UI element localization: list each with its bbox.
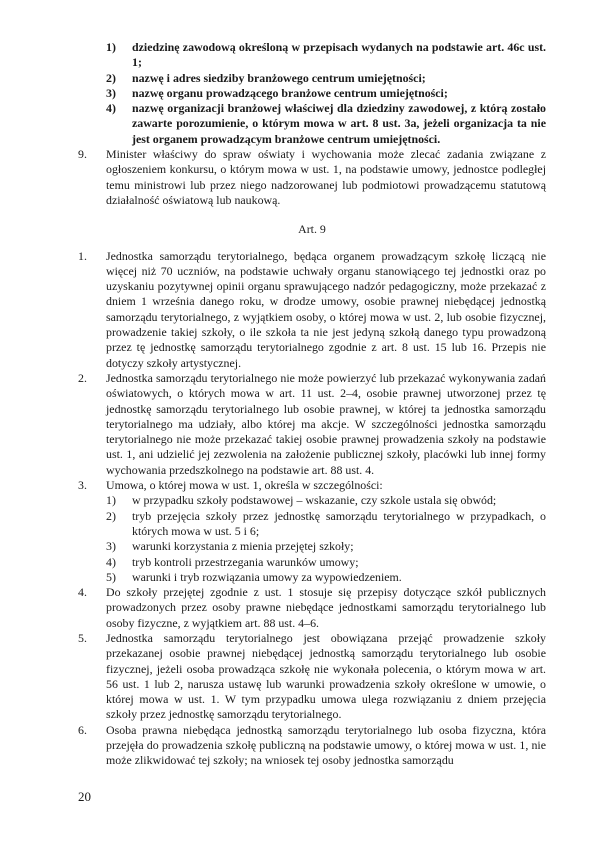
paragraph-text: Jednostka samorządu terytorialnego jest obowiązana przejąć prowadzenie szkoły przekazanej osobie prawnej niebędącej jednostką samorządu terytorialnego lub osobie fizycznej, jeżeli osoba prowadząca szkołę nie wykonała polecenia, o którym mowa w art. 56 ust. 1 lub 2, narusza ustawę lub warunki prowadzenia szkoły określone w umowie, o której mowa w ust. 1. W tym przypadku umowa ulega rozwiązaniu z dniem przejęcia szkoły przez jednostkę samorządu terytorialnego. bbox=[106, 630, 546, 722]
sublist-text: nazwę organizacji branżowej właściwej dla dziedziny zawodowej, z którą zostało zawarte porozumienie, o którym mowa w art. 8 ust. 3a, jeżeli organizacja ta nie jest organem prowadzącym branżowe centrum umiejętności. bbox=[132, 101, 546, 146]
paragraph-item-9 bbox=[78, 147, 546, 208]
sublist-item bbox=[106, 71, 546, 86]
top-sublist bbox=[78, 40, 546, 147]
paragraph-number: 4. bbox=[78, 585, 87, 600]
sublist-text: warunki i tryb rozwiązania umowy za wypowiedzeniem. bbox=[132, 569, 402, 584]
sublist-number: 4) bbox=[106, 554, 116, 569]
sublist-text: tryb przejęcia szkoły przez jednostkę samorządu terytorialnego w przypadkach, o których mowa w ust. 5 i 6; bbox=[132, 508, 546, 538]
sublist-number: 2) bbox=[106, 70, 116, 85]
sublist-text: nazwę i adres siedziby branżowego centrum umiejętności; bbox=[132, 70, 426, 85]
paragraph-sublist bbox=[106, 493, 546, 585]
sublist-text: tryb kontroli przestrzegania warunków umowy; bbox=[132, 554, 359, 569]
sublist-number: 3) bbox=[106, 85, 116, 100]
sublist-text: dziedzinę zawodową określoną w przepisach wydanych na podstawie art. 46c ust. 1; bbox=[132, 40, 546, 70]
page-content bbox=[78, 40, 546, 769]
paragraph-number: 5. bbox=[78, 630, 87, 645]
sublist-item bbox=[106, 101, 546, 147]
article-paragraph-2 bbox=[78, 371, 546, 478]
paragraph-number: 6. bbox=[78, 722, 87, 737]
sublist-number: 5) bbox=[106, 569, 116, 584]
paragraph-text: Umowa, o której mowa w ust. 1, określa w szczególności: bbox=[106, 478, 383, 493]
paragraph-text: Jednostka samorządu terytorialnego, będąca organem prowadzącym szkołę liczącą nie więcej niż 70 uczniów, na podstawie uchwały organu stanowiącego tej jednostki oraz po uzyskaniu pozytywnej opinii organu sprawującego nadzór pedagogiczny, może przekazać z dniem 1 września danego roku, w drodze umowy, osobie prawnej niebędącej jednostką samorządu terytorialnego, z wyjątkiem osoby, o której mowa w ust. 2, lub osobie fizycznej, prowadzenie takiej szkoły, o ile szkoła ta nie jest jedyną szkołą danego typu prowadzoną przez tę jednostkę samorządu terytorialnego zgodnie z art. 8 ust. 15 lub 16. Przepis nie dotyczy szkoły artystycznej. bbox=[106, 248, 546, 370]
paragraph-number: 1. bbox=[78, 248, 87, 263]
page-number: 20 bbox=[78, 789, 91, 804]
sublist-number: 4) bbox=[106, 101, 116, 116]
sublist-text: nazwę organu prowadzącego branżowe centrum umiejętności; bbox=[132, 85, 448, 100]
sublist-item bbox=[106, 86, 546, 101]
sublist-text: w przypadku szkoły podstawowej – wskazanie, czy szkole ustala się obwód; bbox=[132, 493, 497, 508]
paragraph-number: 2. bbox=[78, 370, 87, 385]
sublist-item bbox=[106, 40, 546, 71]
sublist-item bbox=[106, 570, 546, 585]
paragraph-text: Osoba prawna niebędąca jednostką samorządu terytorialnego lub osoba fizyczna, która przejęła do prowadzenia szkołę publiczną na podstawie umowy, o której mowa w ust. 1, nie może zlikwidować tej szkoły; na wniosek tej osoby jednostka samorządu bbox=[106, 722, 546, 768]
article-paragraph-3 bbox=[78, 478, 546, 585]
sublist-number: 1) bbox=[106, 493, 116, 508]
paragraph-number: 3. bbox=[78, 478, 87, 493]
sublist-number: 2) bbox=[106, 508, 116, 523]
sublist-number: 1) bbox=[106, 40, 116, 54]
sublist-item bbox=[106, 509, 546, 540]
paragraph-number: 9. bbox=[78, 147, 87, 162]
article-paragraph-5 bbox=[78, 631, 546, 723]
sublist-item bbox=[106, 539, 546, 554]
sublist-number: 3) bbox=[106, 539, 116, 554]
paragraph-text: Jednostka samorządu terytorialnego nie może powierzyć lub przekazać wykonywania zadań oświatowych, o których mowa w art. 11 ust. 2–4, osobie prawnej utworzonej przez tę jednostkę samorządu terytorialnego lub osobie prawnej, w której ta jednostka samorządu terytorialnego ma udziały, albo której ma akcje. W szczególności jednostka samorządu terytorialnego nie może przekazać takiej osobie prawnej prowadzenia szkoły na podstawie ust. 1, ani udzielić jej zezwolenia na założenie publicznej szkoły, placówki lub innej formy wychowania przedszkolnego na podstawie art. 88 ust. 4. bbox=[106, 370, 546, 477]
paragraph-text: Do szkoły przejętej zgodnie z ust. 1 stosuje się przepisy dotyczące szkół publicznych prowadzonych przez osoby prawne niebędące jednostkami samorządu terytorialnego lub osoby fizyczne, z wyjątkiem art. 88 ust. 4–6. bbox=[106, 585, 546, 630]
article-paragraph-6 bbox=[78, 723, 546, 769]
article-paragraph-4 bbox=[78, 585, 546, 631]
paragraph-text: Minister właściwy do spraw oświaty i wychowania może zlecać zadania związane z ogłoszeniem konkursu, o którym mowa w ust. 1, na podstawie umowy, jednostce podległej temu ministrowi lub przez niego nadzorowanej lub podmiotowi prowadzącemu statutową działalność oświatową lub naukową. bbox=[106, 147, 546, 207]
article-title: Art. 9 bbox=[298, 222, 326, 237]
sublist-text: warunki korzystania z mienia przejętej szkoły; bbox=[132, 539, 354, 554]
sublist-item bbox=[106, 493, 546, 508]
article-paragraph-1 bbox=[78, 249, 546, 371]
sublist-item bbox=[106, 555, 546, 570]
